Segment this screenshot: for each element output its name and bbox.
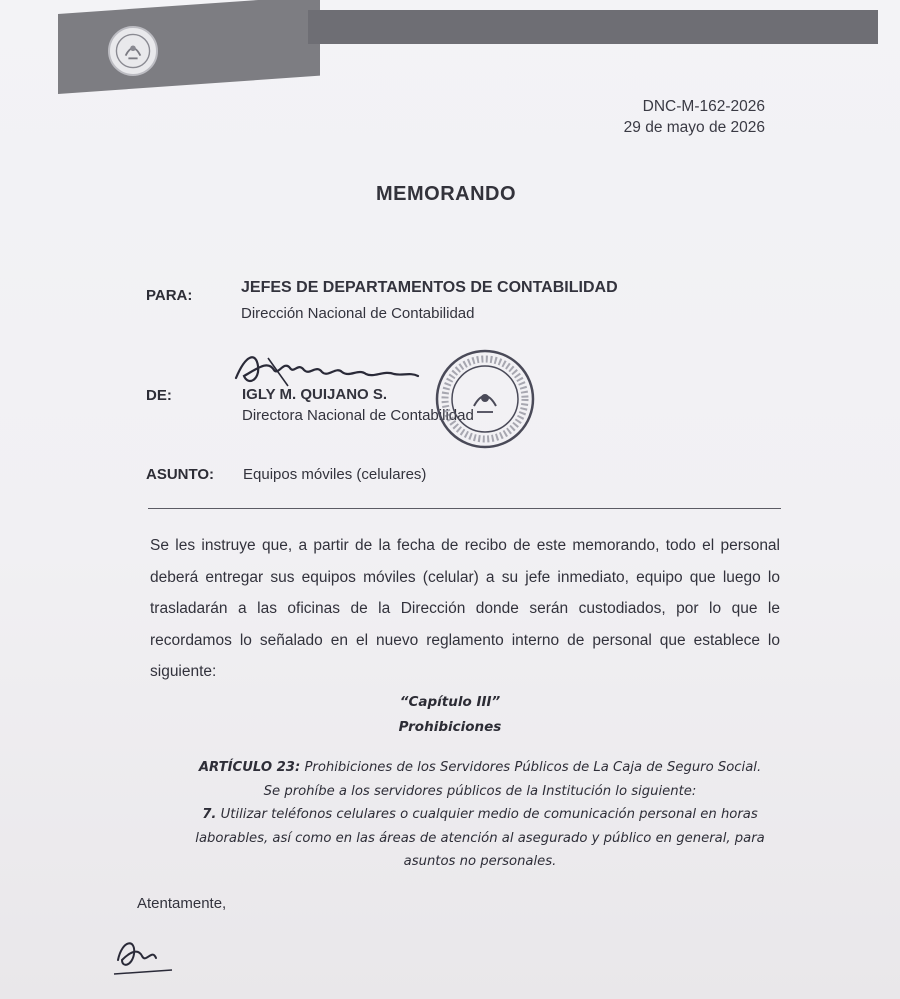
article-item: Utilizar teléfonos celulares o cualquier medio de comunicación personal en horas laborables, así como en las áreas de atención al asegurado y público en general, para asuntos no personales.: [195, 807, 765, 869]
article-quote: [185, 756, 775, 874]
article-item-number: 7.: [202, 807, 217, 822]
from-label: DE:: [146, 387, 172, 404]
closing: Atentamente,: [137, 895, 227, 912]
header-band-right: [308, 10, 878, 44]
institution-logo-icon: [108, 26, 158, 76]
subject-text: Equipos móviles (celulares): [243, 466, 427, 483]
chapter-number: “Capítulo III”: [399, 694, 501, 710]
chapter-title: Prohibiciones: [398, 719, 502, 735]
from-name: IGLY M. QUIJANO S.: [242, 386, 388, 403]
article-heading: Prohibiciones de los Servidores Públicos de La Caja de Seguro Social.: [304, 760, 762, 775]
from-position: Directora Nacional de Contabilidad: [242, 407, 474, 424]
article-intro: Se prohíbe a los servidores públicos de la Institución lo siguiente:: [263, 783, 697, 799]
reference-number: DNC-M-162-2026: [642, 98, 765, 115]
memo-body: Se les instruye que, a partir de la fecha de recibo de este memorando, todo el personal deberá entregar sus equipos móviles (celular) a su jefe inmediato, equipo que luego lo trasladarán a las oficinas de la Dirección donde serán custodiados, por lo que le recordamos lo señalado en el nuevo reglamento interno de personal que establece lo siguiente:: [150, 537, 780, 680]
official-stamp-icon: [434, 348, 536, 450]
subject-label: ASUNTO:: [146, 466, 215, 483]
reference-block: [624, 96, 765, 138]
to-name: JEFES DE DEPARTAMENTOS DE CONTABILIDAD: [241, 279, 618, 296]
initials-signature-icon: [108, 930, 188, 982]
document-date: 29 de mayo de 2026: [623, 119, 765, 136]
header-band-left: [58, 0, 320, 94]
to-unit: Dirección Nacional de Contabilidad: [241, 305, 475, 322]
document-title: MEMORANDO: [376, 183, 517, 205]
article-label: ARTÍCULO 23:: [198, 760, 301, 775]
divider-line: [148, 508, 781, 509]
to-label: PARA:: [146, 287, 193, 304]
